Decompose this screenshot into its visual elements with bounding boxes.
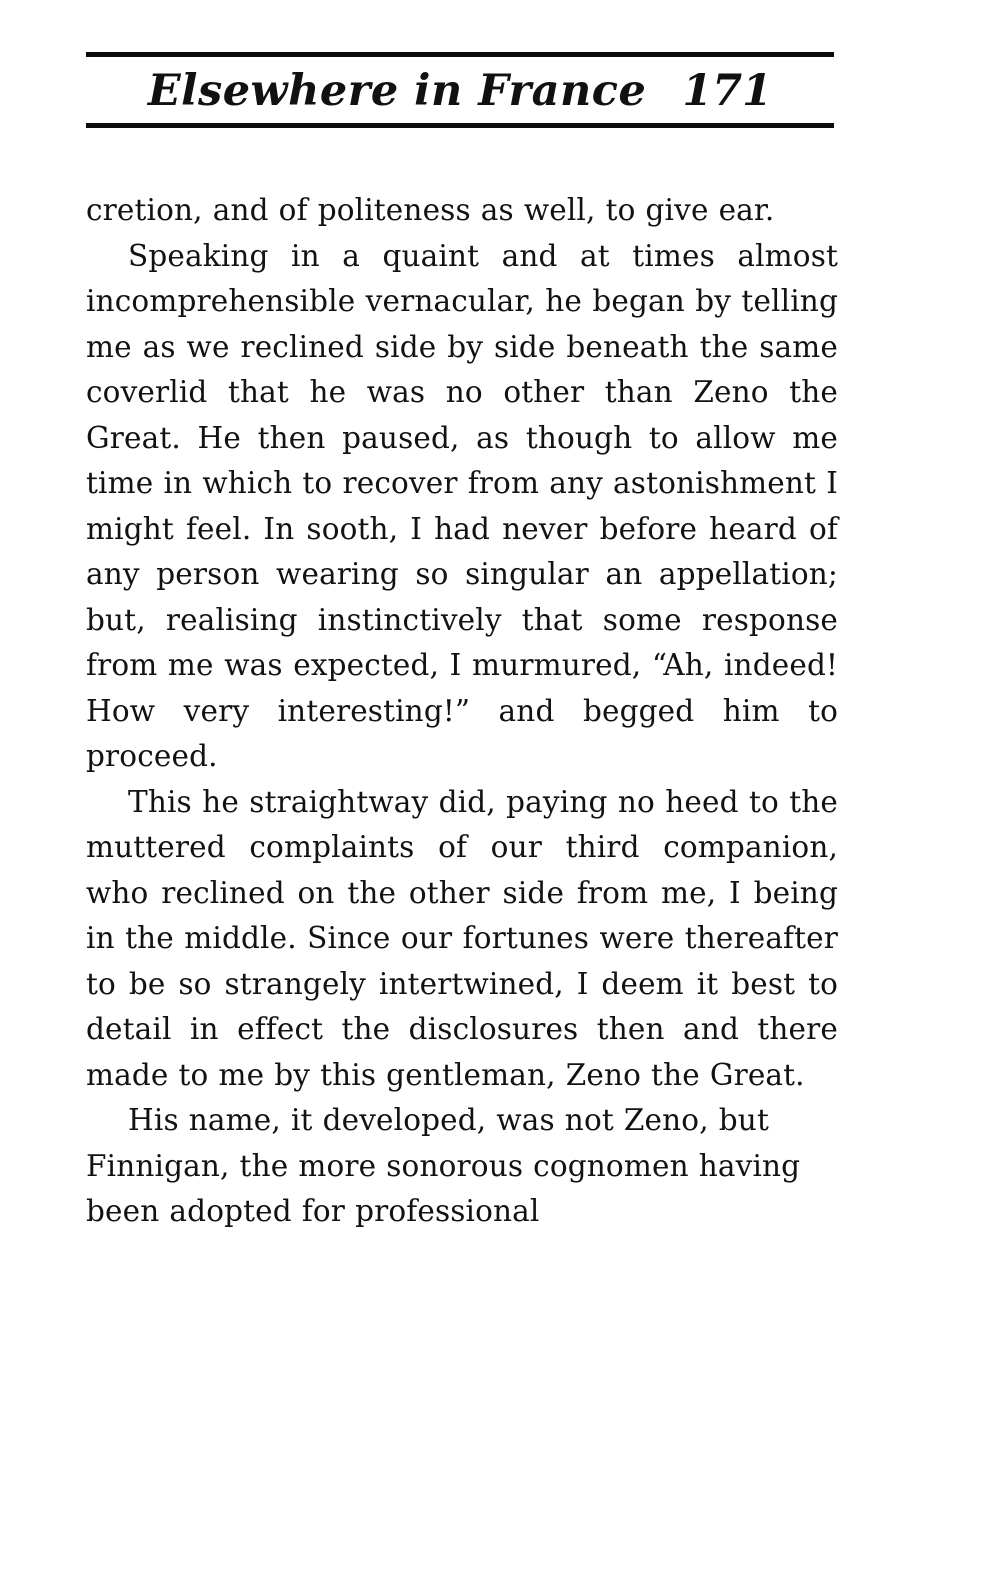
body-text (86, 188, 838, 1235)
running-title: Elsewhere in France (147, 66, 647, 116)
page-header (86, 52, 834, 128)
header-rule-bottom (86, 123, 834, 128)
paragraph: His name, it developed, was not Zeno, but Finnigan, the more sonorous cognomen having been adopted for professional (86, 1103, 801, 1228)
page-number: 171 (682, 66, 773, 116)
paragraph: Speaking in a quaint and at times almost incomprehensible vernacular, he began by telling me as we reclined side by side beneath the same coverlid that he was no other than Zeno the Great. He then paused, as though to allow me time in which to recover from any astonishment I might feel. In sooth, I had never before heard of any person wearing so singular an appellation; but, realising instinctively that some response from me was expected, I murmured, “Ah, indeed! How very interesting!” and begged him to proceed. (86, 238, 838, 773)
running-head (86, 57, 834, 120)
paragraph: This he straightway did, paying no heed to the muttered complaints of our third companion, who reclined on the other side from me, I being in the middle. Since our fortunes were thereafter to be so strangely intertwined, I deem it best to detail in effect the disclosures then and there made to me by this gentleman, Zeno the Great. (86, 784, 838, 1092)
paragraph-continued: cretion, and of politeness as well, to give ear. (86, 193, 775, 227)
